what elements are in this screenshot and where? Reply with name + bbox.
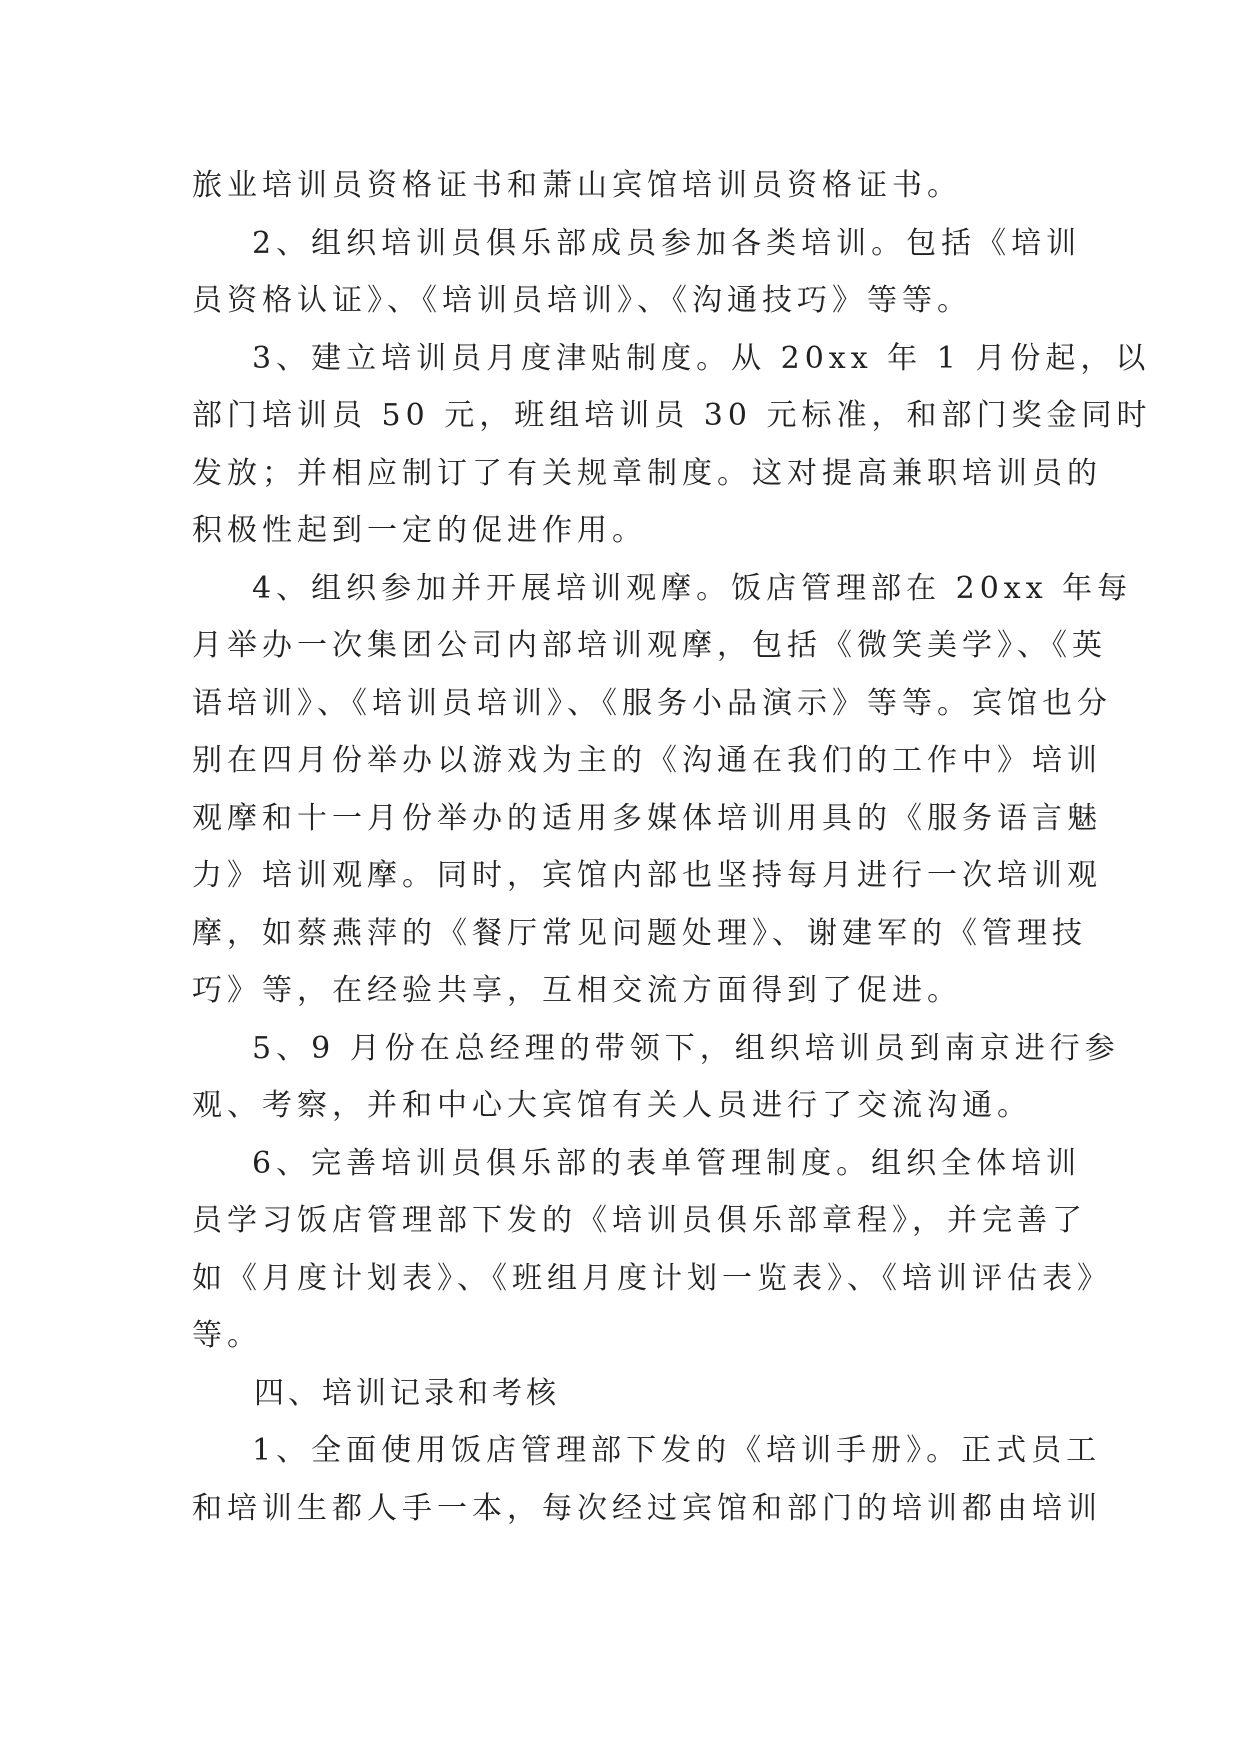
text-line: 1、全面使用饭店管理部下发的《培训手册》。正式员工 — [252, 1433, 1102, 1468]
text-line: 等。 — [192, 1318, 262, 1353]
document-body — [192, 157, 1152, 1537]
text-line: 观摩和十一月份举办的适用多媒体培训用具的《服务语言魅 — [192, 800, 1102, 836]
text-line: 摩，如蔡燕萍的《餐厅常见问题处理》、谢建军的《管理技 — [192, 915, 1087, 951]
text-line: 如《月度计划表》、《班组月度计划一览表》、《培训评估表》 — [192, 1260, 1112, 1296]
text-line: 发放；并相应制订了有关规章制度。这对提高兼职培训员的 — [192, 455, 1102, 491]
text-line: 5、9 月份在总经理的带领下，组织培训员到南京进行参 — [252, 1030, 1120, 1066]
text-line: 月举办一次集团公司内部培训观摩，包括《微笑美学》、《英 — [192, 628, 1107, 663]
text-line: 4、组织参加并开展培训观摩。饭店管理部在 20xx 年每 — [252, 570, 1133, 606]
text-line: 旅业培训员资格证书和萧山宾馆培训员资格证书。 — [192, 168, 962, 203]
text-line: 员学习饭店管理部下发的《培训员俱乐部章程》，并完善了 — [192, 1203, 1087, 1238]
text-line: 积极性起到一定的促进作用。 — [192, 513, 647, 548]
text-line: 2、组织培训员俱乐部成员参加各类培训。包括《培训 — [252, 225, 1082, 261]
text-line: 力》培训观摩。同时，宾馆内部也坚持每月进行一次培训观 — [192, 858, 1102, 893]
text-line: 别在四月份举办以游戏为主的《沟通在我们的工作中》培训 — [192, 743, 1102, 778]
text-line: 和培训生都人手一本，每次经过宾馆和部门的培训都由培训 — [192, 1490, 1102, 1526]
text-line: 员资格认证》、《培训员培训》、《沟通技巧》等等。 — [192, 283, 972, 318]
text-line: 语培训》、《培训员培训》、《服务小品演示》等等。宾馆也分 — [192, 685, 1112, 721]
text-line: 6、完善培训员俱乐部的表单管理制度。组织全体培训 — [252, 1145, 1082, 1181]
text-line: 3、建立培训员月度津贴制度。从 20xx 年 1 月份起，以 — [252, 340, 1151, 376]
text-line: 巧》等，在经验共享，互相交流方面得到了促进。 — [192, 973, 962, 1008]
text-line: 观、考察，并和中心大宾馆有关人员进行了交流沟通。 — [192, 1088, 1032, 1123]
text-line: 部门培训员 50 元，班组培训员 30 元标准，和部门奖金同时 — [192, 398, 1152, 433]
section-heading: 四、培训记录和考核 — [254, 1375, 560, 1411]
